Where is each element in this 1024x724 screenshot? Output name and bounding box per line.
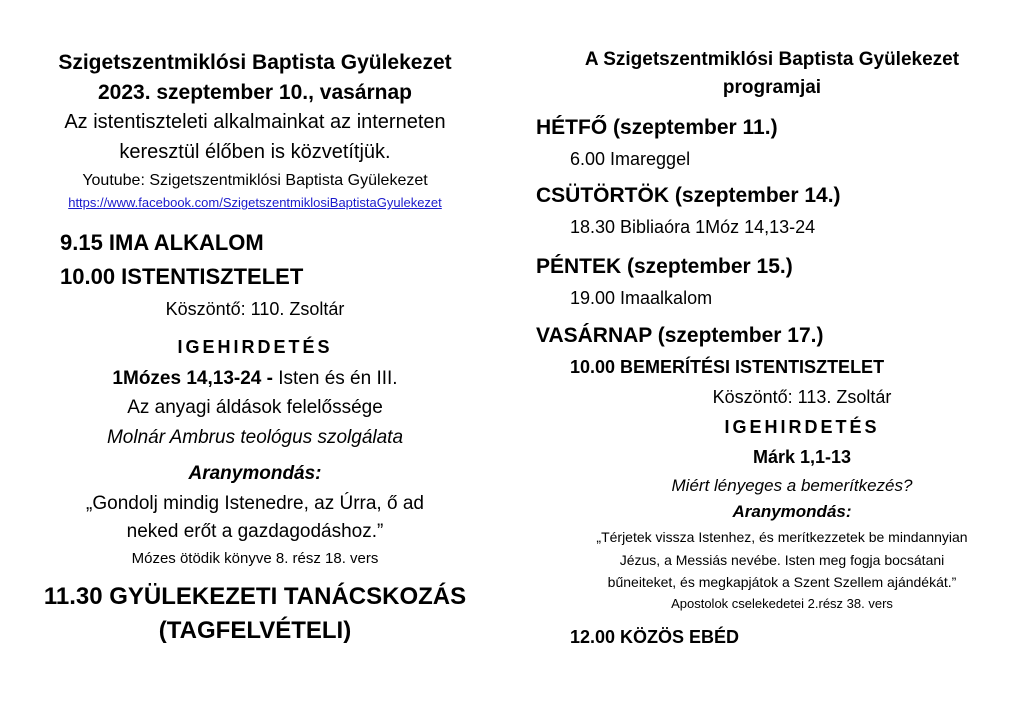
golden-verse-sunday-line1: „Térjetek vissza Istenhez, és merítkezzetek be mindannyian	[596, 529, 968, 545]
greeting-psalm-sunday: Köszöntő: 113. Zsoltár	[712, 387, 892, 407]
programs-title-line2: programjai	[722, 77, 822, 98]
meeting-line1: 11.30 GYÜLEKEZETI TANÁCSKOZÁS	[43, 583, 467, 610]
passage-reference: 1Mózes 14,13-24 -	[112, 368, 273, 389]
programs-title-line1: A Szigetszentmiklósi Baptista Gyülekezet	[584, 49, 960, 70]
sermon-question: Miért lényeges a bemerítkezés?	[671, 476, 913, 495]
sermon-subtitle: Az anyagi áldások felelőssége	[127, 397, 383, 418]
day-thursday: CSÜTÖRTÖK (szeptember 14.)	[536, 184, 841, 207]
sermon-passage-sunday: Márk 1,1-13	[752, 447, 852, 467]
golden-verse-sunday-line3: bűneiteket, és megkapjátok a Szent Szellem ajándékát.”	[607, 574, 957, 590]
sermon-heading-sunday: IGEHIRDETÉS	[724, 417, 880, 437]
day-friday: PÉNTEK (szeptember 15.)	[536, 255, 793, 278]
sermon-heading: IGEHIRDETÉS	[177, 337, 333, 357]
event-thursday: 18.30 Bibliaóra 1Móz 14,13-24	[570, 217, 816, 237]
golden-verse-line2: neked erőt a gazdagodáshoz.”	[126, 521, 384, 542]
youtube-line: Youtube: Szigetszentmiklósi Baptista Gyülekezet	[82, 172, 428, 189]
facebook-link[interactable]: https://www.facebook.com/SzigetszentmiklosiBaptistaGyulekezet	[68, 195, 442, 210]
golden-verse-line1: „Gondolj mindig Istenedre, az Úrra, ő ad	[86, 493, 424, 514]
meeting-line2: (TAGFELVÉTELI)	[158, 617, 352, 644]
service-date: 2023. szeptember 10., vasárnap	[97, 81, 412, 104]
event-friday: 19.00 Imaalkalom	[570, 288, 713, 308]
golden-verse-heading: Aranymondás:	[188, 463, 322, 484]
event-sunday: 10.00 BEMERÍTÉSI ISTENTISZTELET	[570, 357, 885, 377]
broadcast-info-line2: keresztül élőben is közvetítjük.	[119, 141, 391, 163]
golden-verse-reference: Mózes ötödik könyve 8. rész 18. vers	[131, 550, 379, 567]
day-sunday: VASÁRNAP (szeptember 17.)	[536, 324, 824, 347]
golden-verse-sunday-reference: Apostolok cselekedetei 2.rész 38. vers	[671, 596, 893, 611]
passage-title: Isten és én III.	[272, 368, 398, 389]
church-name: Szigetszentmiklósi Baptista Gyülekezet	[58, 51, 452, 74]
greeting-psalm: Köszöntő: 110. Zsoltár	[165, 299, 345, 319]
facebook-link-wrap	[20, 196, 490, 209]
sermon-passage	[20, 369, 490, 388]
prayer-time: 9.15 IMA ALKALOM	[60, 230, 264, 255]
preacher-line: Molnár Ambrus teológus szolgálata	[106, 427, 404, 448]
golden-verse-heading-sunday: Aranymondás:	[732, 502, 852, 521]
service-time: 10.00 ISTENTISZTELET	[60, 264, 304, 289]
golden-verse-sunday-line2: Jézus, a Messiás nevébe. Isten meg fogja bocsátani	[619, 552, 945, 568]
broadcast-info-line1: Az istentiszteleti alkalmainkat az interneten	[64, 111, 446, 133]
event-monday: 6.00 Imareggel	[570, 149, 691, 169]
day-monday: HÉTFŐ (szeptember 11.)	[536, 116, 778, 139]
lunch-time: 12.00 KÖZÖS EBÉD	[570, 627, 740, 647]
